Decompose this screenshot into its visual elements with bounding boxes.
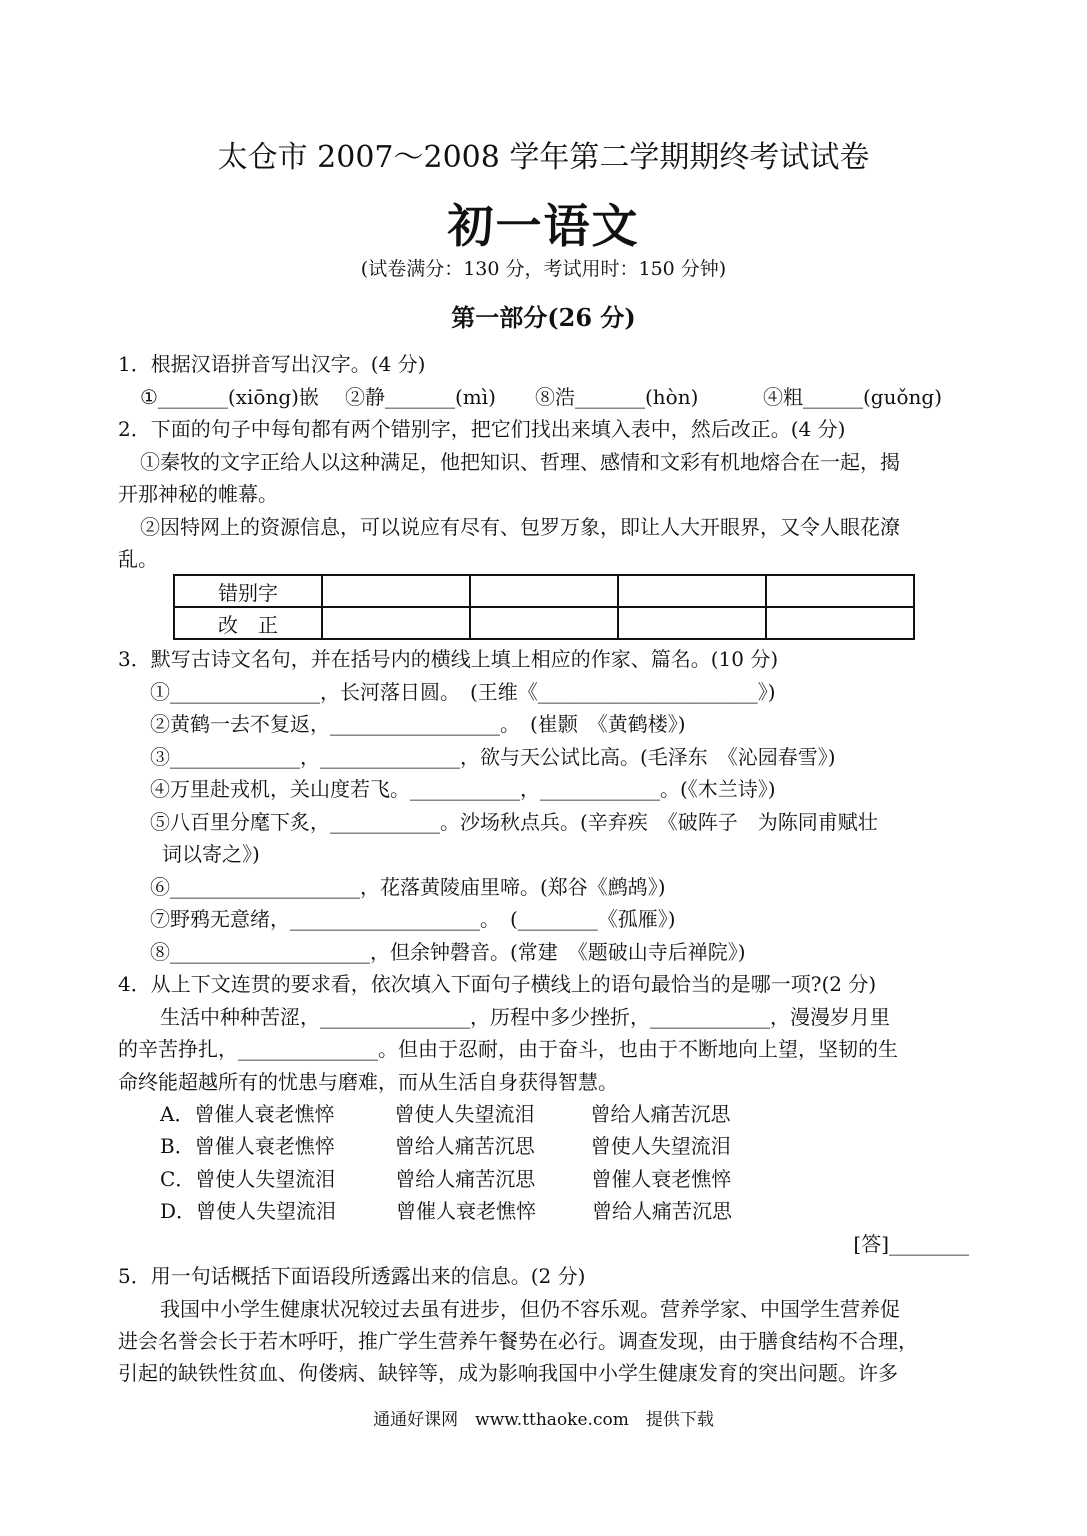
option-text: 曾使人失望流泪 xyxy=(394,1102,535,1126)
option-text: 曾使人失望流泪 xyxy=(590,1134,731,1158)
q2-sentence-2-cont: 乱。 xyxy=(118,547,158,571)
option-label: C． xyxy=(160,1167,196,1191)
option-text: 曾给人痛苦沉思 xyxy=(394,1134,535,1158)
option-text: 曾使人失望流泪 xyxy=(195,1167,336,1191)
option-text: 曾使人失望流泪 xyxy=(196,1199,337,1223)
q5-passage-3: 引起的缺铁性贫血、佝偻病、缺锌等，成为影响我国中小学生健康发育的突出问题。许多 xyxy=(118,1361,898,1385)
subject-title: 初一语文 xyxy=(447,199,640,253)
q1-item-1: ①_______(xiōng)嵌 xyxy=(140,385,319,409)
answer-cell[interactable] xyxy=(766,575,914,607)
answer-cell[interactable] xyxy=(618,607,766,639)
q2-sentence-1-cont: 开那神秘的帷幕。 xyxy=(118,482,278,506)
q1-item-3: ⑧浩_______(hòn) xyxy=(535,385,699,409)
option-text: 曾催人衰老憔悴 xyxy=(396,1199,537,1223)
q4-answer-blank[interactable]: [答]________ xyxy=(853,1232,969,1256)
q5-passage-2: 进会名誉会长于若木呼吁，推广学生营养午餐势在必行。调查发现，由于膳食结构不合理， xyxy=(118,1329,918,1353)
q4-option-c[interactable] xyxy=(160,1163,731,1195)
q3-line-6: ⑥___________________，花落黄陵庙里啼。(郑谷《鹧鸪》) xyxy=(150,875,666,899)
table-header-cell: 错别字 xyxy=(174,575,322,607)
option-text: 曾催人衰老憔悴 xyxy=(591,1167,732,1191)
option-text: 曾给人痛苦沉思 xyxy=(395,1167,536,1191)
answer-cell[interactable] xyxy=(470,607,618,639)
answer-cell[interactable] xyxy=(618,575,766,607)
option-text: 曾给人痛苦沉思 xyxy=(592,1199,733,1223)
option-text: 曾给人痛苦沉思 xyxy=(590,1102,731,1126)
q4-option-d[interactable] xyxy=(160,1195,732,1227)
q1-item-2: ②静_______(mì) xyxy=(345,385,496,409)
answer-cell[interactable] xyxy=(322,607,470,639)
q4-passage-2: 的辛苦挣扎，______________。但由于忍耐，由于奋斗，也由于不断地向上望，坚韧的生 xyxy=(118,1037,898,1061)
q2-stem: 2．下面的句子中每旬都有两个错别字，把它们找出来填入表中，然后改正。(4 分) xyxy=(118,417,846,441)
q3-line-1: ①_______________，长河落日圆。 (王维《______________________》) xyxy=(150,680,776,704)
q1-item-4: ④粗______(guǒng) xyxy=(763,385,943,409)
q3-stem: 3．默写古诗文名句，并在括号内的横线上填上相应的作家、篇名。(10 分) xyxy=(118,647,779,671)
exam-info: (试卷满分：130 分，考试用时：150 分钟) xyxy=(360,258,727,280)
page-footer: 通通好课网 www.tthaoke.com 提供下载 xyxy=(373,1410,714,1430)
answer-cell[interactable] xyxy=(470,575,618,607)
q3-line-3: ③_____________，______________，欲与天公试比高。(毛泽东 《沁园春雪》) xyxy=(150,745,836,769)
option-label: B． xyxy=(160,1134,195,1158)
answer-cell[interactable] xyxy=(322,575,470,607)
q4-passage-1: 生活中种种苦涩，_______________，历程中多少挫折，____________，漫漫岁月里 xyxy=(160,1005,890,1029)
q5-stem: 5．用一句话概括下面语段所透露出来的信息。(2 分) xyxy=(118,1264,586,1288)
q3-line-2: ②黄鹤一去不复返，_________________。 (崔颢 《黄鹤楼》) xyxy=(150,712,686,736)
q5-passage-1: 我国中小学生健康状况较过去虽有进步，但仍不容乐观。营养学家、中国学生营养促 xyxy=(160,1297,900,1321)
section-heading: 第一部分(26 分) xyxy=(451,303,636,332)
q4-option-b[interactable] xyxy=(160,1130,731,1162)
q3-line-5-cont: 词以寄之》) xyxy=(162,842,260,866)
option-text: 曾催人衰老憔悴 xyxy=(194,1102,335,1126)
q3-line-5: ⑤八百里分麾下炙，___________。沙场秋点兵。(辛弃疾 《破阵子 为陈同甫赋壮 xyxy=(150,810,878,834)
q3-line-4: ④万里赴戎机，关山度若飞。___________，____________。(《木兰诗》) xyxy=(150,777,776,801)
table-row xyxy=(174,607,914,639)
q3-line-7: ⑦野鸦无意绪，___________________。 (________《孤雁》) xyxy=(150,907,676,931)
table-header-cell: 改 正 xyxy=(174,607,322,639)
exam-title: 太仓市 2007～2008 学年第二学期期终考试试卷 xyxy=(217,140,870,175)
q4-passage-3: 命终能超越所有的忧患与磨难，而从生活自身获得智慧。 xyxy=(118,1070,618,1094)
option-text: 曾催人衰老憔悴 xyxy=(194,1134,335,1158)
q2-sentence-1: ①秦牧的文字正给人以这种满足，他把知识、哲理、感情和文彩有机地熔合在一起，揭 xyxy=(140,450,900,474)
option-label: A． xyxy=(160,1102,195,1126)
q1-stem: 1．根据汉语拼音写出汉字。(4 分) xyxy=(118,352,426,376)
q3-line-8: ⑧____________________，但余钟磬音。(常建 《题破山寺后禅院》) xyxy=(150,940,746,964)
answer-cell[interactable] xyxy=(766,607,914,639)
q2-sentence-2: ②因特网上的资源信息，可以说应有尽有、包罗万象，即让人大开眼界，又令人眼花潦 xyxy=(140,515,900,539)
option-label: D． xyxy=(160,1199,197,1223)
q4-option-a[interactable] xyxy=(160,1098,730,1130)
q4-stem: 4．从上下文连贯的要求看，依次填入下面句子横线上的语句最恰当的是哪一项?(2 分) xyxy=(118,972,877,996)
correction-table xyxy=(173,574,915,640)
table-row xyxy=(174,575,914,607)
